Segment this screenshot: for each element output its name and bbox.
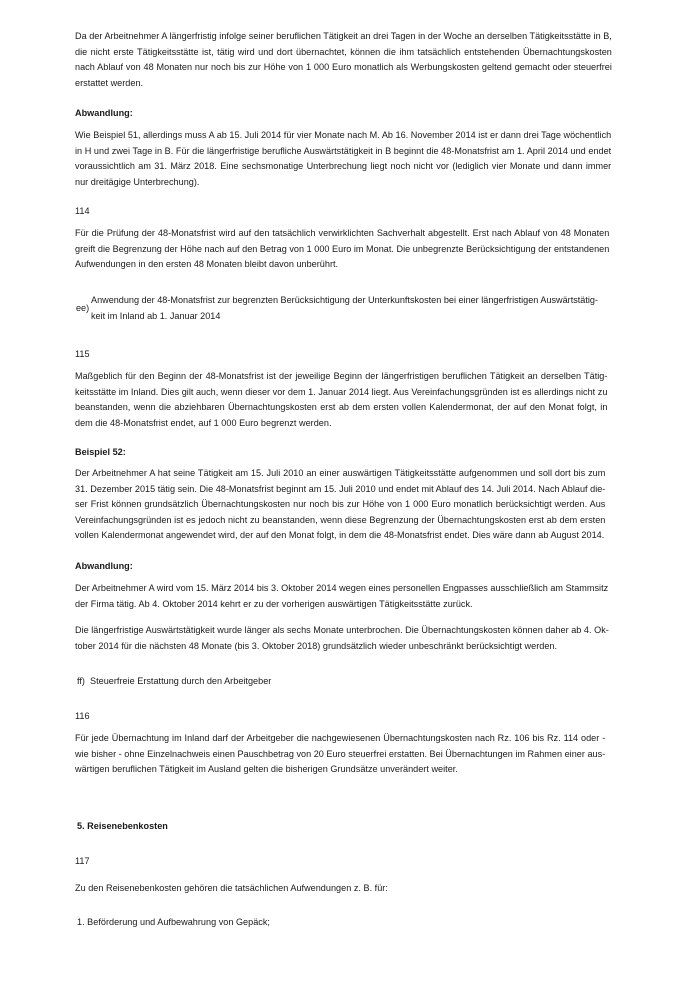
paragraph-p1 (75, 29, 612, 91)
section-ff-label: ff) (77, 676, 85, 686)
paragraph-p8 (75, 731, 605, 778)
paragraph-p3 (75, 226, 609, 273)
text-line: Für jede Übernachtung im Inland darf der Arbeitgeber die nachgewiesenen Übernachtungskosten nach Rz. 106 bis Rz. 114 oder - (75, 733, 606, 743)
paragraph-p6 (75, 581, 608, 612)
paragraph-p7 (75, 623, 609, 654)
section-ff-heading (75, 674, 271, 690)
text-line: keitsstätte im Inland. Dies gilt auch, wenn dieser vor dem 1. Januar 2014 liegt. Aus Vereinfachungsgründen ist es allerdings nicht zu (75, 386, 608, 397)
text-line: Da der Arbeitnehmer A längerfristig infolge seiner beruflichen Tätigkeit an drei Tagen in der Woche an derselben Tätigkeitsstätte in B, (75, 31, 612, 41)
text-line: keit im Inland ab 1. Januar 2014 (91, 310, 221, 321)
text-line: in H und zwei Tage in B. Für die längerfristige berufliche Auswärtstätigkeit in B beginnt die 48-Monatsfrist am 1. April 2014 und endet (75, 145, 612, 156)
text-line: Die längerfristige Auswärtstätigkeit wurde länger als sechs Monate unterbrochen. Die Übernachtungskosten können daher ab 4. Ok- (75, 625, 609, 635)
text-line: Der Arbeitnehmer A wird vom 15. März 2014 bis 3. Oktober 2014 wegen eines personellen Engpasses ausschließlich am Stammsitz (75, 583, 609, 593)
text-line: Vereinfachungsgründen ist es jedoch nicht zu beanstanden, wenn diese Begrenzung der Übernachtungskosten erst ab dem ersten (75, 514, 606, 525)
text-line: erstattet werden. (75, 77, 144, 88)
text-line: 31. Dezember 2015 tätig sein. Die 48-Monatsfrist beginnt am 15. Juli 2010 und endet mit Ablauf des 14. Juli 2014. Nach Ablauf die- (75, 483, 606, 494)
section-ff-title: Steuerfreie Erstattung durch den Arbeitgeber (89, 676, 272, 686)
section-ee-label: ee) (76, 303, 90, 313)
abwandlung-heading-1: Abwandlung: (75, 108, 133, 118)
section-ee-title (91, 293, 627, 324)
text-line: Für die Prüfung der 48-Monatsfrist wird auf den tatsächlich verwirklichten Sachverhalt abgestellt. Erst nach Ablauf von 48 Monaten (75, 228, 610, 238)
margin-number-116: 116 (75, 711, 90, 721)
text-line: vollen Kalendermonat angewendet wird, der auf den Monat folgt, in dem die 48-Monatsfrist endet. Dies wäre dann ab August 2014. (75, 530, 605, 541)
text-line: wärtigen beruflichen Tätigkeit im Ausland gelten die bisherigen Grundsätze unverändert weiter. (75, 764, 458, 775)
text-line: ser Frist können grundsätzlich Übernachtungskosten nur noch bis zur Höhe von 1 000 Euro monatlich berücksichtigt werden. Aus (75, 499, 606, 510)
text-line: Der Arbeitnehmer A hat seine Tätigkeit am 15. Juli 2010 an einer auswärtigen Tätigkeitsstätte aufgenommen und soll dort bis zum (75, 468, 606, 478)
paragraph-p9: Zu den Reisenebenkosten gehören die tatsächlichen Aufwendungen z. B. für: (75, 883, 388, 893)
text-line: voraussichtlich am 31. März 2018. Eine sechsmonatige Unterbrechung liegt noch nicht vor (lediglich vier Monate und dann immer (75, 161, 612, 172)
margin-number-114: 114 (75, 206, 90, 216)
paragraph-p5 (75, 466, 605, 544)
text-line: dem die 48-Monatsfrist endet, auf 1 000 Euro begrenzt werden. (75, 417, 332, 428)
text-line: Wie Beispiel 51, allerdings muss A ab 15. Juli 2014 für vier Monate nach M. Ab 16. November 2014 ist er dann drei Tage wöchentlich (75, 130, 612, 140)
list-item-1: 1. Beförderung und Aufbewahrung von Gepäck; (77, 917, 270, 927)
text-line: greift die Begrenzung der Höhe nach auf den Betrag von 1 000 Euro im Monat. Die unbegrenzte Berücksichtigung der entstandenen (75, 243, 610, 254)
text-line: Aufwendungen in den ersten 48 Monaten bleibt davon unberührt. (75, 259, 339, 270)
section-5-heading: 5. Reisenebenkosten (77, 821, 168, 831)
paragraph-p4 (75, 369, 607, 431)
paragraph-p2 (75, 128, 611, 190)
section-ee-heading (75, 293, 627, 327)
text-line: nach Ablauf von 48 Monaten nur noch bis zur Höhe von 1 000 Euro monatlich als Werbungskosten geltend gemacht oder steuerfrei (75, 62, 612, 73)
text-line: die nicht erste Tätigkeitsstätte ist, tätig wird und dort übernachtet, können die ihm tatsächlich entstehenden Übernachtungskosten (75, 46, 612, 57)
beispiel-52-heading: Beispiel 52: (75, 447, 126, 457)
margin-number-115: 115 (75, 349, 90, 359)
text-line: tober 2014 für die nächsten 48 Monate (bis 3. Oktober 2018) grundsätzlich wieder unbeschränkt berücksichtigt werden. (75, 640, 558, 651)
abwandlung-heading-2: Abwandlung: (75, 561, 133, 571)
text-line: Maßgeblich für den Beginn der 48-Monatsfrist ist der jeweilige Beginn der längerfristigen beruflichen Tätigkeit an derselben Tätig- (75, 371, 608, 381)
text-line: nur dreitägige Unterbrechung). (75, 176, 200, 187)
margin-number-117: 117 (75, 856, 90, 866)
text-line: der Firma tätig. Ab 4. Oktober 2014 kehrt er zu der vorherigen auswärtigen Tätigkeitsstätte zurück. (75, 598, 473, 609)
text-line: wie bisher - ohne Einzelnachweis einen Pauschbetrag von 20 Euro steuerfrei erstatten. Bei Übernachtungen im Rahmen einer aus- (75, 748, 606, 759)
text-line: Anwendung der 48-Monatsfrist zur begrenzten Berücksichtigung der Unterkunftskosten bei einer längerfristigen Auswärtstätig- (91, 295, 598, 305)
text-line: beanstanden, wenn die abziehbaren Übernachtungskosten erst ab dem ersten vollen Kalendermonat, der auf den Monat folgt, in (75, 402, 608, 413)
